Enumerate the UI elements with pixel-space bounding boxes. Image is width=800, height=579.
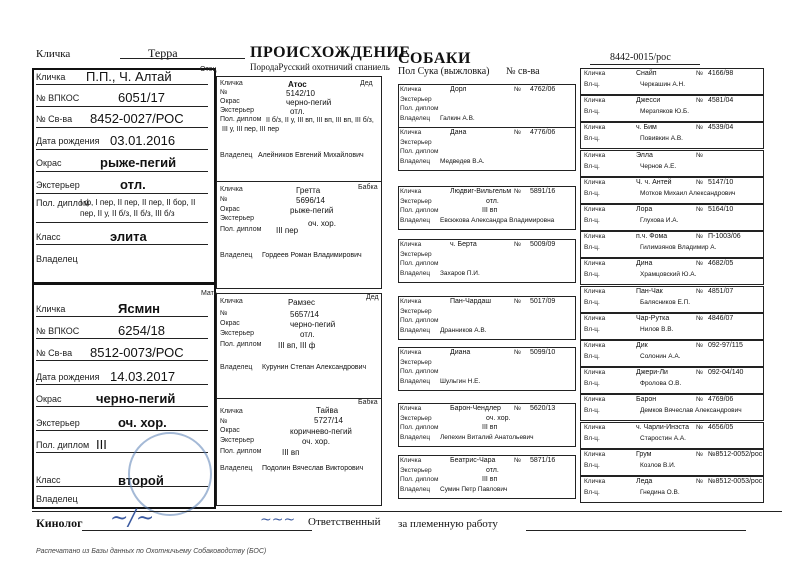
gen3-no: 5891/16 <box>530 188 556 195</box>
gp-dd-role: Бабка <box>358 399 378 406</box>
nickname-value: Терра <box>148 46 178 60</box>
gen4-no: 4539/04 <box>708 124 734 131</box>
gen3-exterior: оч. хор. <box>486 415 511 422</box>
gp-sd-owner-label: Владелец <box>220 252 253 259</box>
cert-label: № св-ва <box>506 66 540 77</box>
gp-sd-diploma: III пер <box>276 226 299 235</box>
gen3-owner-label: Владелец <box>400 217 431 224</box>
gp-dd-exterior-label: Экстерьер <box>220 437 255 444</box>
sex: Пол Сука (выжловка) <box>398 66 490 77</box>
gen3-owner: Сумин Петр Павлович <box>440 486 508 493</box>
gp-sd-role: Бабка <box>358 184 378 191</box>
gp-ds-role: Дед <box>366 294 379 301</box>
gp-sd-diploma-label: Пол. диплом <box>220 226 262 233</box>
gen4-name: Снайп <box>636 70 657 77</box>
gen3-name-label: Кличка <box>400 241 422 248</box>
gen3-name-label: Кличка <box>400 457 422 464</box>
gen4-name: Леда <box>636 478 653 485</box>
gen3-exterior: отл. <box>486 467 499 474</box>
gen3-name-label: Кличка <box>400 298 422 305</box>
gen4-name-label: Кличка <box>584 288 606 295</box>
gen3-owner: Лепехин Виталий Анатольевич <box>440 434 534 441</box>
sire-class-label: Класс <box>36 232 61 242</box>
gen4-owner-label: Вл-ц. <box>584 271 600 278</box>
gen3-diploma-label: Пол. диплом <box>400 424 439 431</box>
sire-diploma-label: Пол. диплом <box>36 198 90 208</box>
gen4-no-label: № <box>696 342 703 349</box>
gen3-name: Дорл <box>450 86 467 93</box>
sire-dob: 03.01.2016 <box>110 133 176 148</box>
gen3-name: ч. Берта <box>450 241 477 248</box>
gp-ds-name-label: Кличка <box>220 298 243 305</box>
title-right: СОБАКИ <box>398 50 471 67</box>
sire-exterior: отл. <box>120 177 146 192</box>
sire-name-label: Кличка <box>36 72 66 82</box>
gen4-owner: Мерзляков Ю.Б. <box>640 108 690 115</box>
gen4-owner-label: Вл-ц. <box>584 108 600 115</box>
breed: ПородаРусский охотничий спаниель <box>250 62 390 72</box>
sire-cert: 8452-0027/РОС <box>90 111 184 126</box>
cert-number: 8442-0015/рос <box>610 52 671 63</box>
gen4-name-label: Кличка <box>584 396 606 403</box>
gp-sd-color: рыже-пегий <box>290 206 334 215</box>
gen3-exterior-label: Экстерьер <box>400 96 432 103</box>
gen3-name: Барон-Чендлер <box>450 405 501 412</box>
gen3-no: 5017/09 <box>530 298 556 305</box>
gen4-name-label: Кличка <box>584 152 606 159</box>
dam-vpkos: 6254/18 <box>118 323 165 338</box>
responsible-label: Ответственный <box>308 516 381 528</box>
gen4-name-label: Кличка <box>584 342 606 349</box>
gp-dd-no-label: № <box>220 418 228 425</box>
gen3-exterior: отл. <box>486 198 499 205</box>
gen4-name-label: Кличка <box>584 315 606 322</box>
gen4-name: Джери-Ли <box>636 369 668 376</box>
gp-sd-color-label: Окрас <box>220 206 240 213</box>
gp-dd-owner: Подолин Вячеслав Викторович <box>262 465 364 472</box>
gen4-owner: Глухова И.А. <box>640 217 679 224</box>
gp-ss-owner: Алейников Евгений Михайлович <box>258 152 364 159</box>
gen3-diploma-label: Пол. диплом <box>400 148 439 155</box>
gen4-owner: Козлов В.И. <box>640 462 676 469</box>
gen4-name: Лора <box>636 206 653 213</box>
gen3-name-label: Кличка <box>400 405 422 412</box>
gen3-owner-label: Владелец <box>400 327 431 334</box>
gen4-no: П-1003/06 <box>708 233 741 240</box>
gen4-owner-label: Вл-ц. <box>584 435 600 442</box>
source-note: Распечатано из Базы данных по Охотничьему Собаководству (БОС) <box>36 548 267 555</box>
gen4-name-label: Кличка <box>584 233 606 240</box>
gen4-no-label: № <box>696 70 703 77</box>
gen4-owner-label: Вл-ц. <box>584 489 600 496</box>
gen4-owner-label: Вл-ц. <box>584 135 600 142</box>
gen4-no-label: № <box>696 233 703 240</box>
dam-name: Ясмин <box>118 301 161 316</box>
dam-class: второй <box>118 473 164 488</box>
gp-sd-exterior: оч. хор. <box>308 219 336 228</box>
gen3-name: Пан-Чардаш <box>450 298 492 305</box>
gen4-name: Ч. ч. Антей <box>636 179 672 186</box>
gen4-owner-label: Вл-ц. <box>584 190 600 197</box>
gen3-name: Людвиг-Вильгельм <box>450 188 512 195</box>
gen3-no: 5871/16 <box>530 457 556 464</box>
gen4-owner: Демков Вячеслав Александрович <box>640 407 742 414</box>
gp-dd-color-label: Окрас <box>220 427 240 434</box>
gp-ds-diploma-label: Пол. диплом <box>220 341 262 348</box>
gen3-no-label: № <box>514 457 521 464</box>
gen4-name: ч. Чарли-Инэста <box>636 424 690 431</box>
gen3-owner-label: Владелец <box>400 486 431 493</box>
gp-sd-no-label: № <box>220 196 228 203</box>
gen3-owner-label: Владелец <box>400 158 431 165</box>
gen4-name-label: Кличка <box>584 70 606 77</box>
gen3-diploma: III вп <box>482 424 498 431</box>
gen3-owner-label: Владелец <box>400 434 431 441</box>
gen3-diploma: III вп <box>482 207 498 214</box>
gen4-name-label: Кличка <box>584 206 606 213</box>
dam-diploma-label: Пол. диплом <box>36 440 90 450</box>
sire-role: Отец <box>200 66 217 73</box>
gen4-owner: Черкашин А.Н. <box>640 81 686 88</box>
gen4-owner: Балясников Е.П. <box>640 299 691 306</box>
nickname-label: Кличка <box>36 48 71 60</box>
gp-ss-owner-label: Владелец <box>220 152 253 159</box>
gp-ds-name: Рамзес <box>288 298 315 307</box>
dam-class-label: Класс <box>36 475 61 485</box>
breeding-work-label: за племенную работу <box>398 518 498 530</box>
gen3-owner: Дранников А.В. <box>440 327 487 334</box>
gen3-no-label: № <box>514 86 521 93</box>
dam-dob-label: Дата рождения <box>36 372 100 382</box>
gen4-owner: Старостин А.А. <box>640 435 686 442</box>
gp-sd-no: 5696/14 <box>296 196 325 205</box>
gen4-name-label: Кличка <box>584 369 606 376</box>
signature-mark: ~/~ <box>110 506 155 531</box>
gp-sd-name: Гретта <box>296 186 321 195</box>
gen3-name-label: Кличка <box>400 349 422 356</box>
gp-ss-color: черно-пегий <box>286 98 332 107</box>
gen3-no-label: № <box>514 188 521 195</box>
gen4-owner: Гнедина О.В. <box>640 489 680 496</box>
gen4-name: Грум <box>636 451 652 458</box>
gp-dd-color: коричнево-пегий <box>290 427 352 436</box>
sire-diploma: I ф, I пер, II пер, II пер, II бор, II пер, II у, II б/з, II б/з, III б/з <box>80 198 196 218</box>
gen4-name-label: Кличка <box>584 424 606 431</box>
gen4-no-label: № <box>696 451 703 458</box>
gen3-no-label: № <box>514 405 521 412</box>
sire-vpkos-label: № ВПКОС <box>36 93 80 103</box>
gp-ss-name: Атос <box>288 80 307 89</box>
gp-dd-no: 5727/14 <box>314 416 343 425</box>
gp-ss-no: 5142/10 <box>286 89 315 98</box>
gen4-no: 092-04/140 <box>708 369 744 376</box>
gen4-name: Элла <box>636 152 653 159</box>
gen4-name-label: Кличка <box>584 451 606 458</box>
gp-ss-exterior: отл. <box>290 107 305 116</box>
gen3-no: 5009/09 <box>530 241 556 248</box>
gen4-no-label: № <box>696 424 703 431</box>
gen4-name: Дина <box>636 260 653 267</box>
gen3-diploma-label: Пол. диплом <box>400 317 439 324</box>
gen4-owner-label: Вл-ц. <box>584 407 600 414</box>
gen4-name: Джесси <box>636 97 661 104</box>
gen4-owner-label: Вл-ц. <box>584 299 600 306</box>
gen4-no: 5164/10 <box>708 206 734 213</box>
gen4-owner-label: Вл-ц. <box>584 326 600 333</box>
gen4-name-label: Кличка <box>584 124 606 131</box>
gen3-exterior-label: Экстерьер <box>400 198 432 205</box>
sire-vpkos: 6051/17 <box>118 90 165 105</box>
sire-color: рыже-пегий <box>100 155 177 170</box>
gp-ds-diploma: III вп, III ф <box>278 341 316 350</box>
gen4-no-label: № <box>696 369 703 376</box>
gp-ds-no-label: № <box>220 310 228 317</box>
gen3-exterior-label: Экстерьер <box>400 251 432 258</box>
sire-name: П.П., Ч. Алтай <box>86 69 172 84</box>
gen3-owner: Медведев В.А. <box>440 158 485 165</box>
gen3-no-label: № <box>514 241 521 248</box>
gen3-diploma-label: Пол. диплом <box>400 207 439 214</box>
gp-dd-exterior: оч. хор. <box>302 437 330 446</box>
gen4-no-label: № <box>696 288 703 295</box>
gen4-no-label: № <box>696 315 703 322</box>
dam-color: черно-пегий <box>96 391 176 406</box>
gen4-owner: Гилимзянов Владимир А. <box>640 244 717 251</box>
dam-exterior-label: Экстерьер <box>36 418 80 428</box>
gen4-owner: Мотков Михаил Александрович <box>640 190 736 197</box>
title-left: ПРОИСХОЖДЕНИЕ <box>250 44 411 61</box>
sire-owner-label: Владелец <box>36 254 78 264</box>
gen4-name: Барон <box>636 396 657 403</box>
sire-class: элита <box>110 229 147 244</box>
gen4-no-label: № <box>696 206 703 213</box>
gen4-name-label: Кличка <box>584 478 606 485</box>
gp-ds-owner-label: Владелец <box>220 364 253 371</box>
gen3-owner-label: Владелец <box>400 270 431 277</box>
gen4-owner: Повивкин А.В. <box>640 135 683 142</box>
gen3-owner: Галкин А.В. <box>440 115 475 122</box>
dam-diploma: III <box>96 437 107 452</box>
gen4-name-label: Кличка <box>584 179 606 186</box>
gen4-no: 4581/04 <box>708 97 734 104</box>
gp-ss-diploma-label: Пол. диплом <box>220 116 262 123</box>
gen3-exterior-label: Экстерьер <box>400 308 432 315</box>
gp-ds-no: 5657/14 <box>290 310 319 319</box>
gen3-name: Дана <box>450 129 467 136</box>
gen3-name-label: Кличка <box>400 129 422 136</box>
sire-exterior-label: Экстерьер <box>36 180 80 190</box>
gen4-owner: Чернов А.Е. <box>640 163 677 170</box>
gp-ss-diploma: II б/з, II у, III вп, III вп, III вп, III б/з, III у, III пер, III пер <box>222 117 374 133</box>
gp-dd-diploma-label: Пол. диплом <box>220 448 262 455</box>
gen3-name: Диана <box>450 349 471 356</box>
dam-dob: 14.03.2017 <box>110 369 176 384</box>
gen4-owner: Солонин А.А. <box>640 353 681 360</box>
seal-stamp <box>128 432 212 516</box>
gen3-no: 5620/13 <box>530 405 556 412</box>
gen3-diploma: III вп <box>482 476 498 483</box>
gp-dd-name-label: Кличка <box>220 408 243 415</box>
dam-name-label: Кличка <box>36 304 66 314</box>
gp-sd-name-label: Кличка <box>220 186 243 193</box>
gen4-no: 4851/07 <box>708 288 734 295</box>
gen4-no-label: № <box>696 260 703 267</box>
gp-ss-exterior-label: Экстерьер <box>220 107 255 114</box>
gen4-owner: Храмцовский Ю.А. <box>640 271 697 278</box>
gen4-owner-label: Вл-ц. <box>584 217 600 224</box>
gen3-diploma-label: Пол. диплом <box>400 105 439 112</box>
gen4-no: 4166/98 <box>708 70 734 77</box>
gen3-no-label: № <box>514 298 521 305</box>
gen3-owner: Шульгин Н.Е. <box>440 378 481 385</box>
gp-ds-exterior: отл. <box>300 330 315 339</box>
signature-initials: ~~~ <box>260 512 296 528</box>
gen4-no-label: № <box>696 97 703 104</box>
gen4-no: 4769/06 <box>708 396 734 403</box>
gen4-owner-label: Вл-ц. <box>584 244 600 251</box>
gen3-owner-label: Владелец <box>400 115 431 122</box>
gen4-no: 092-97/115 <box>708 342 743 349</box>
gp-ds-owner: Курунин Степан Александрович <box>262 364 367 371</box>
gen3-no: 4776/06 <box>530 129 556 136</box>
gen3-owner-label: Владелец <box>400 378 431 385</box>
gen3-exterior-label: Экстерьер <box>400 415 432 422</box>
gen4-no: 5147/10 <box>708 179 734 186</box>
gp-ds-color: черно-пегий <box>290 320 336 329</box>
gen4-no: 4656/05 <box>708 424 734 431</box>
gen4-name-label: Кличка <box>584 97 606 104</box>
gen4-no: 4682/05 <box>708 260 734 267</box>
gen3-exterior-label: Экстерьер <box>400 139 432 146</box>
gen4-name: Дик <box>636 342 648 349</box>
gen4-name: п.ч. Фома <box>636 233 668 240</box>
dam-color-label: Окрас <box>36 394 62 404</box>
gen3-name-label: Кличка <box>400 188 422 195</box>
cynologist-label: Кинолог <box>36 516 83 530</box>
gen3-name-label: Кличка <box>400 86 422 93</box>
gen4-name: ч. Бим <box>636 124 657 131</box>
gen3-exterior-label: Экстерьер <box>400 359 432 366</box>
gen4-owner-label: Вл-ц. <box>584 462 600 469</box>
gen4-owner-label: Вл-ц. <box>584 81 600 88</box>
gen4-no-label: № <box>696 152 703 159</box>
gen3-exterior-label: Экстерьер <box>400 467 432 474</box>
sire-color-label: Окрас <box>36 158 62 168</box>
gen4-owner-label: Вл-ц. <box>584 353 600 360</box>
gen3-no: 5099/10 <box>530 349 556 356</box>
gp-ss-name-label: Кличка <box>220 80 243 87</box>
gen4-name: Чар-Рутка <box>636 315 670 322</box>
gen3-owner: Евсюкова Александра Владимировна <box>440 217 555 224</box>
gen4-name-label: Кличка <box>584 260 606 267</box>
dam-owner-label: Владелец <box>36 494 78 504</box>
gen3-owner: Захаров П.И. <box>440 270 480 277</box>
gen3-name: Беатрис-Чара <box>450 457 496 464</box>
gen4-no: 4846/07 <box>708 315 734 322</box>
gp-ds-color-label: Окрас <box>220 320 240 327</box>
gen3-no-label: № <box>514 129 521 136</box>
gen4-owner-label: Вл-ц. <box>584 380 600 387</box>
sire-dob-label: Дата рождения <box>36 136 100 146</box>
gen4-no-label: № <box>696 396 703 403</box>
gen4-owner: Нилов В.В. <box>640 326 674 333</box>
gen4-no-label: № <box>696 124 703 131</box>
gen4-owner: Фролова О.В. <box>640 380 682 387</box>
gen4-no-label: № <box>696 179 703 186</box>
gp-sd-owner: Гордеев Роман Владимирович <box>262 252 362 259</box>
gp-ss-no-label: № <box>220 89 228 96</box>
dam-role: Мать <box>201 290 218 297</box>
gen3-diploma-label: Пол. диплом <box>400 260 439 267</box>
gen4-no: №8512-0053/рос <box>708 478 763 485</box>
gen4-no-label: № <box>696 478 703 485</box>
gp-ss-color-label: Окрас <box>220 98 240 105</box>
gp-ss-role: Дед <box>360 80 373 87</box>
sire-cert-label: № Св-ва <box>36 114 73 124</box>
gp-dd-name: Тайва <box>316 406 339 415</box>
gen3-diploma-label: Пол. диплом <box>400 476 439 483</box>
gp-dd-diploma: III вп <box>282 448 300 457</box>
dam-vpkos-label: № ВПКОС <box>36 326 80 336</box>
gen4-owner-label: Вл-ц. <box>584 163 600 170</box>
gen3-diploma-label: Пол. диплом <box>400 368 439 375</box>
gen3-no-label: № <box>514 349 521 356</box>
gen3-no: 4762/06 <box>530 86 556 93</box>
gp-ds-exterior-label: Экстерьер <box>220 330 255 337</box>
gp-dd-owner-label: Владелец <box>220 465 253 472</box>
gp-sd-exterior-label: Экстерьер <box>220 215 255 222</box>
dam-exterior: оч. хор. <box>118 415 167 430</box>
dam-cert-label: № Св-ва <box>36 348 73 358</box>
gen4-no: №8512-0052/рос <box>708 451 763 458</box>
gen4-name: Пан-Чак <box>636 288 663 295</box>
dam-cert: 8512-0073/РОС <box>90 345 184 360</box>
